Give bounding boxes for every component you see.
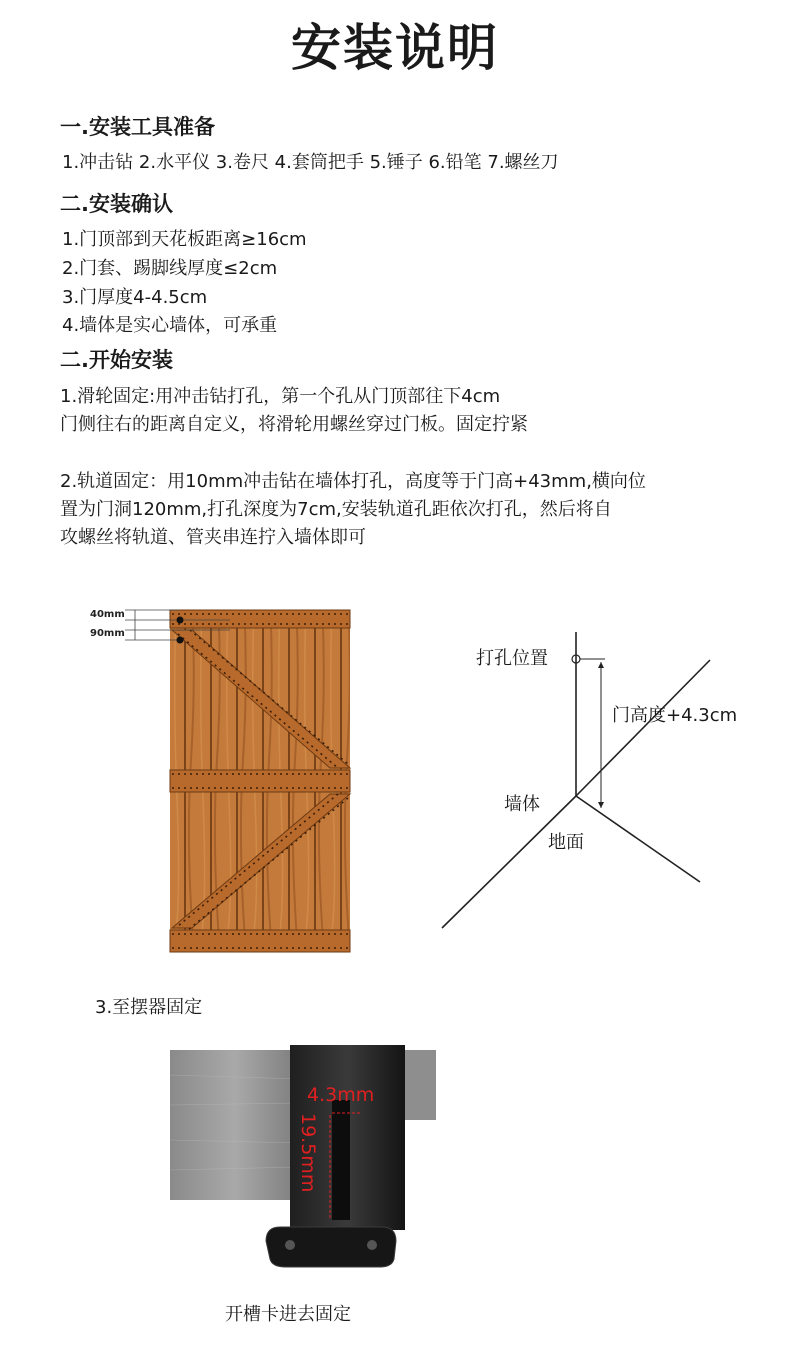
hole-marker xyxy=(177,637,184,644)
step2-text xyxy=(60,468,760,552)
arrow-down-icon xyxy=(598,802,604,808)
dimension-label-40: 40mm xyxy=(90,609,125,620)
section-heading-tools: 一.安装工具准备 xyxy=(60,115,215,139)
confirm-item: 4.墙体是实心墙体，可承重 xyxy=(62,315,278,336)
floor-label: 地面 xyxy=(548,832,584,853)
floor-edge-line xyxy=(442,796,576,928)
wall-diagram xyxy=(430,620,770,940)
guide-caption: 开槽卡进去固定 xyxy=(225,1304,351,1325)
step3-text: 3.至摆器固定 xyxy=(95,997,203,1018)
step1-line: 1.滑轮固定:用冲击钻打孔，第一个孔从门顶部往下4cm xyxy=(60,386,501,407)
arrow-up-icon xyxy=(598,662,604,668)
hole-marker xyxy=(177,617,184,624)
hole-position-label: 打孔位置 xyxy=(476,648,548,669)
guide-slot xyxy=(332,1100,350,1220)
screw-hole xyxy=(285,1240,295,1250)
screw-hole xyxy=(367,1240,377,1250)
door-panel-left xyxy=(170,1050,300,1200)
step2-line: 攻螺丝将轨道、管夹串连拧入墙体即可 xyxy=(60,527,366,548)
door-height-label: 门高度+4.3cm xyxy=(612,705,738,726)
floor-edge-line xyxy=(576,660,710,796)
width-label: 4.3mm xyxy=(307,1084,375,1106)
step1-text xyxy=(60,383,760,439)
confirm-item: 1.门顶部到天花板距离≥16cm xyxy=(62,229,307,250)
door-panel-right xyxy=(400,1050,436,1120)
floor-guide-figure xyxy=(170,1045,440,1280)
door-diagram xyxy=(80,600,370,960)
wall-base-line xyxy=(576,796,700,882)
confirm-item: 3.门厚度4-4.5cm xyxy=(62,287,208,308)
page-title: 安装说明 xyxy=(291,19,499,77)
step2-line: 置为门洞120mm,打孔深度为7cm,安装轨道孔距依次打孔，然后将自 xyxy=(60,499,612,520)
section-heading-install: 二.开始安装 xyxy=(60,348,173,372)
door-top-rail xyxy=(170,610,350,628)
height-label: 19.5mm xyxy=(297,1113,319,1193)
dimension-label-90: 90mm xyxy=(90,628,125,639)
tools-list: 1.冲击钻 2.水平仪 3.卷尺 4.套筒把手 5.锤子 6.铅笔 7.螺丝刀 xyxy=(62,152,559,173)
step2-line: 2.轨道固定：用10mm冲击钻在墙体打孔，高度等于门高+43mm,横向位 xyxy=(60,471,646,492)
section-heading-confirm: 二.安装确认 xyxy=(60,192,173,216)
step1-line: 门侧往右的距离自定义，将滑轮用螺丝穿过门板。固定拧紧 xyxy=(60,414,528,435)
confirm-item: 2.门套、踢脚线厚度≤2cm xyxy=(62,258,278,279)
wall-label: 墙体 xyxy=(504,794,540,815)
